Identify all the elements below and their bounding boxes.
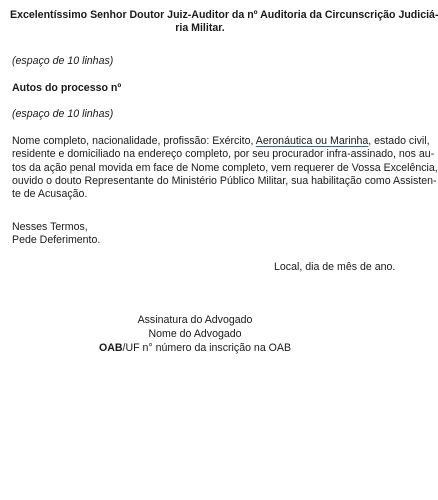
body-line-3: tos da ação penal movida em face de Nome completo, vem requerer de Vossa Excelência, bbox=[12, 161, 438, 174]
oab-line bbox=[95, 342, 295, 355]
body-line-4: ouvido o douto Representante do Ministério Público Militar, sua habilitação como Assisten- bbox=[12, 174, 437, 187]
case-number-label: Autos do processo nº bbox=[12, 82, 122, 94]
heading-line-2: ria Militar. bbox=[175, 22, 225, 35]
body-line-1 bbox=[12, 135, 430, 148]
petition-body bbox=[12, 135, 438, 201]
closing-line-1: Nesses Termos, bbox=[12, 221, 88, 233]
lawyer-name-line: Nome do Advogado bbox=[148, 328, 242, 340]
body-line-1-start: Nome completo, nacionalidade, profissão: Exército, bbox=[12, 135, 256, 147]
oab-number-text: /UF n° número da inscrição na OAB bbox=[122, 342, 292, 354]
body-line-2: residente e domiciliado na endereço completo, por seu procurador infra-assinado, nos au- bbox=[12, 148, 435, 161]
signature-line: Assinatura do Advogado bbox=[137, 314, 253, 326]
spacing-note-1: (espaço de 10 linhas) bbox=[12, 55, 114, 67]
place-date-line: Local, dia de mês de ano. bbox=[274, 261, 396, 273]
oab-label: OAB bbox=[98, 342, 123, 354]
heading-line-1: Excelentíssimo Senhor Doutor Juiz-Auditor da nº Auditoria da Circunscrição Judiciá- bbox=[10, 9, 438, 21]
closing-line-2: Pede Deferimento. bbox=[12, 234, 101, 246]
body-line-1-end: , estado civil, bbox=[368, 135, 430, 147]
spacing-note-2: (espaço de 10 linhas) bbox=[12, 108, 114, 120]
body-underlined-text: Aeronáutica ou Marinha bbox=[255, 135, 369, 147]
document-heading bbox=[10, 9, 438, 36]
body-line-5: te de Acusação. bbox=[12, 188, 88, 201]
